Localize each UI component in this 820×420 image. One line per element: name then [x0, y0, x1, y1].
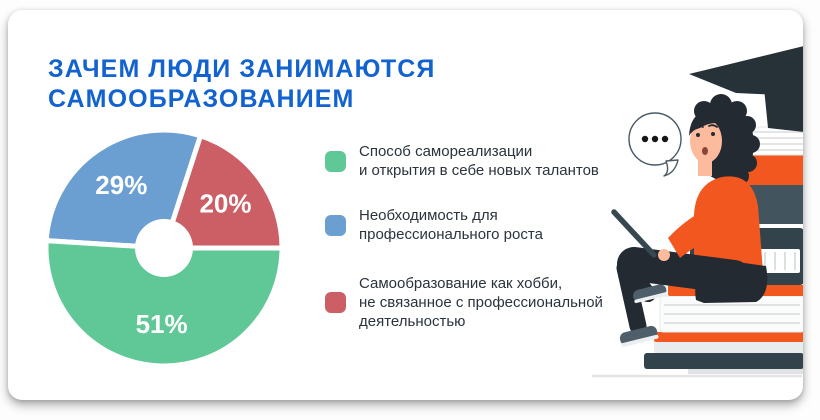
cap-board	[689, 46, 803, 96]
pie-slice-label: 51%	[135, 309, 188, 339]
donut-hole	[135, 219, 193, 277]
pie-slice-label: 29%	[95, 170, 148, 201]
legend-swatch-blue	[325, 215, 346, 236]
hand	[658, 249, 670, 261]
legend-label-line: профессионального роста	[359, 226, 543, 243]
eye	[711, 132, 715, 136]
legend-label-line: и открытия в себе новых талантов	[359, 162, 599, 179]
legend-swatch-green	[325, 151, 346, 172]
page-title	[48, 54, 435, 114]
mouth	[702, 147, 708, 155]
bubble-dot	[642, 136, 648, 142]
page-title-line1: ЗАЧЕМ ЛЮДИ ЗАНИМАЮТСЯ	[48, 55, 436, 83]
chart-legend	[325, 142, 625, 331]
bubble-tail	[664, 160, 678, 176]
legend-item-professional-growth	[325, 206, 625, 244]
page-title-line2: САМООБРАЗОВАНИЕМ	[48, 85, 355, 113]
legend-label-line: деятельностью	[359, 313, 466, 330]
legend-label	[359, 274, 603, 331]
book-gray	[654, 342, 803, 353]
legend-label-line: Способ самореализации	[359, 143, 533, 160]
pie-chart-svg	[38, 122, 290, 374]
legend-label	[359, 142, 599, 180]
legend-item-self-realization	[325, 142, 625, 180]
book-pages	[688, 369, 803, 374]
book-dark-bottom	[644, 353, 803, 369]
legend-label-line: Самообразование как хобби,	[359, 275, 563, 292]
legend-label-line: не связанное с профессиональной	[359, 294, 603, 311]
pie-chart	[38, 122, 290, 374]
book-orange-thin	[654, 332, 803, 342]
bubble-dot	[652, 136, 658, 142]
speech-bubble-icon	[629, 113, 681, 176]
eye	[696, 133, 700, 137]
pie-slice-label: 20%	[199, 188, 252, 219]
legend-label-line: Необходимость для	[359, 207, 498, 224]
illustration-woman-on-books	[588, 40, 803, 396]
legend-item-hobby	[325, 274, 625, 331]
infographic-card	[8, 10, 803, 400]
legend-swatch-red	[325, 292, 346, 313]
bubble-dot	[662, 136, 668, 142]
legend-label	[359, 206, 543, 244]
